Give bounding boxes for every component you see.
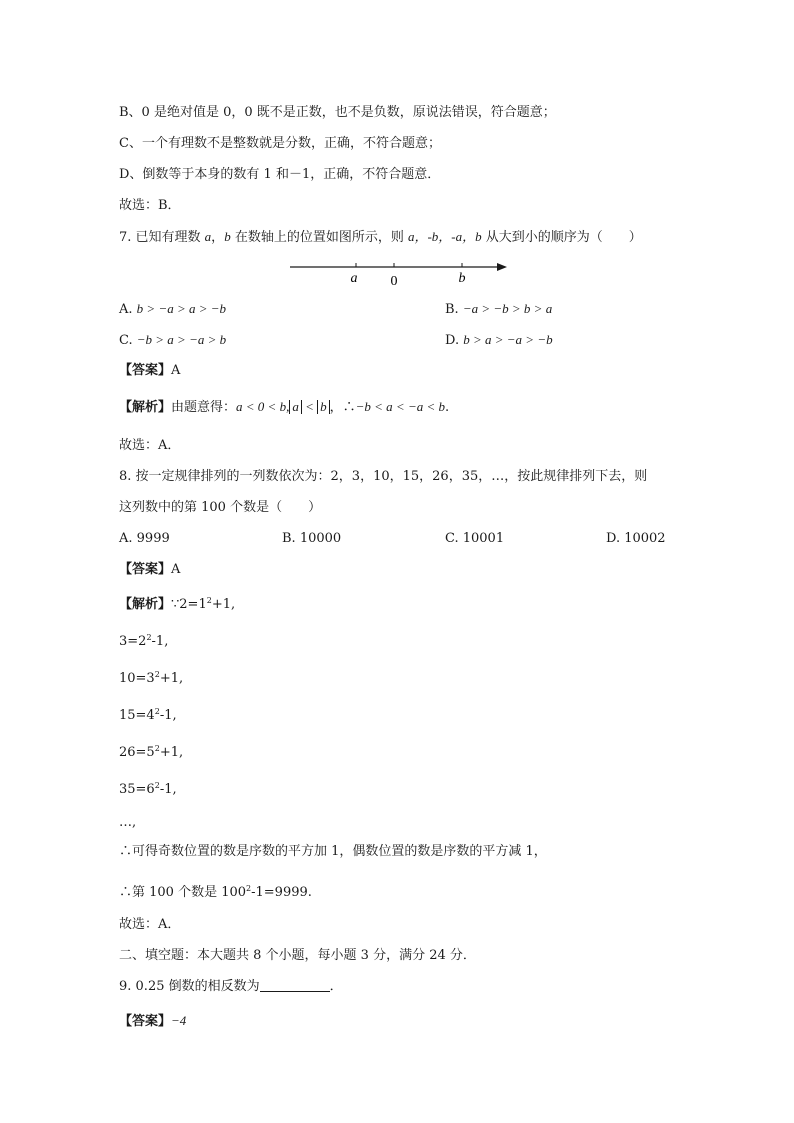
step-rhs: -1, (159, 782, 177, 797)
q7-analysis-sep: ，∴ (329, 400, 356, 415)
q8-analysis-step-1 (119, 592, 235, 614)
q8-option-c: C. 10001 (445, 531, 505, 546)
q7-analysis-end: . (445, 400, 450, 415)
q8-analysis-step-3 (119, 666, 183, 688)
q7-option-d-expr: b > a > −a > −b (463, 332, 553, 347)
step-lhs: 26=5 (119, 745, 155, 760)
step-exp: 2 (154, 781, 160, 790)
q7-number-line (285, 258, 515, 292)
q7-final-choice: 故选：A． (119, 438, 181, 453)
q7-stem-list: a，-b，-a，b (407, 229, 482, 244)
step-rhs: +1, (159, 745, 184, 760)
q7-analysis-expr1: a < 0 < b, (236, 399, 290, 414)
q8-answer-tag: 【答案】 (119, 562, 172, 577)
q7-analysis-abs-a: a (289, 400, 302, 414)
step-exp: 2 (154, 670, 160, 679)
step-exp: 2 (146, 633, 152, 642)
q7-option-d-label: D. (445, 333, 460, 348)
q8-final-choice: 故选：A． (119, 917, 181, 932)
q8-option-d: D. 10002 (606, 531, 666, 546)
label-b: b (458, 271, 466, 286)
conclusion-exp: 2 (246, 884, 252, 893)
label-zero: 0 (390, 274, 398, 289)
q7-answer (119, 362, 180, 380)
q7-option-c-label: C. (119, 333, 133, 348)
step-lhs: 3=2 (119, 634, 147, 649)
q9-answer (119, 1012, 186, 1031)
number-line-arrow (497, 263, 507, 271)
section-2-heading: 二、填空题：本大题共 8 个小题，每小题 3 分，满分 24 分． (119, 948, 476, 963)
q8-conclusion-1: ∴可得奇数位置的数是序数的平方加 1，偶数位置的数是序数的平方减 1， (119, 844, 547, 859)
step-exp: 2 (154, 744, 160, 753)
q7-analysis-prefix: 由题意得： (171, 400, 237, 415)
q9-answer-value: −4 (171, 1013, 187, 1028)
q8-analysis-step-6 (119, 777, 177, 799)
q6-option-d-analysis: D、倒数等于本身的数有 1 和－1，正确，不符合题意． (119, 167, 441, 182)
q7-option-b-label: B. (445, 302, 459, 317)
q9-answer-tag: 【答案】 (119, 1014, 172, 1029)
step-lhs: 15=4 (119, 708, 155, 723)
q7-option-a (119, 300, 226, 319)
q8-analysis-step-4 (119, 703, 177, 725)
q7-analysis-abs-b: b (317, 400, 330, 414)
q7-analysis-lt: < (301, 399, 318, 414)
step-rhs: -1, (159, 708, 177, 723)
q8-analysis-tag: 【解析】 (119, 597, 172, 612)
q9-stem-text: 9. 0.25 倒数的相反数为 (119, 979, 260, 994)
q7-option-c (119, 331, 226, 350)
q8-analysis-step-5 (119, 740, 183, 762)
q7-option-c-expr: −b > a > −a > b (136, 332, 227, 347)
step-lhs: ∵2=1 (171, 597, 207, 612)
q8-stem-line2: 这列数中的第 100 个数是（ ） (119, 500, 322, 515)
q9-stem (119, 978, 343, 996)
q9-stem-end: ． (329, 979, 343, 994)
q7-stem (119, 228, 642, 247)
step-exp: 2 (206, 596, 212, 605)
q6-final-choice: 故选：B． (119, 198, 181, 213)
q7-stem-b: b (224, 229, 231, 244)
q7-option-a-label: A. (119, 302, 133, 317)
q6-option-b-analysis: B、0 是绝对值是 0，0 既不是正数，也不是负数，原说法错误，符合题意； (119, 105, 556, 120)
q7-answer-tag: 【答案】 (119, 363, 172, 378)
conclusion-prefix: ∴第 100 个数是 100 (119, 885, 247, 900)
q8-conclusion-2 (119, 880, 312, 902)
q8-analysis-step-2 (119, 629, 168, 651)
q8-option-b: B. 10000 (282, 531, 342, 546)
q7-option-a-expr: b > −a > a > −b (136, 301, 227, 316)
step-rhs: +1, (159, 671, 184, 686)
q7-analysis-expr2: −b < a < −a < b (355, 399, 445, 414)
q8-answer-value: A (171, 562, 181, 577)
q7-stem-sep: ， (211, 230, 225, 245)
q7-stem-mid: 在数轴上的位置如图所示，则 (230, 230, 408, 245)
q7-analysis-tag: 【解析】 (119, 400, 172, 415)
q8-option-a: A. 9999 (119, 531, 170, 546)
q8-analysis-ellipsis: …, (119, 815, 137, 830)
step-rhs: +1, (211, 597, 236, 612)
q7-option-d (445, 331, 553, 350)
step-lhs: 35=6 (119, 782, 155, 797)
step-rhs: -1, (151, 634, 169, 649)
q7-answer-value: A (171, 363, 181, 378)
q7-option-b-expr: −a > −b > b > a (462, 301, 553, 316)
step-lhs: 10=3 (119, 671, 155, 686)
q9-answer-blank (260, 978, 330, 992)
label-a: a (350, 271, 358, 286)
q8-stem-line1: 8. 按一定规律排列的一列数依次为：2，3，10，15，26，35，…，按此规律排列下去，则 (119, 469, 648, 484)
q7-analysis (119, 398, 449, 417)
q7-option-b (445, 300, 552, 319)
q7-stem-prefix: 7. 已知有理数 (119, 230, 205, 245)
q8-answer (119, 561, 180, 579)
q7-stem-a: a (204, 229, 212, 244)
q6-option-c-analysis: C、一个有理数不是整数就是分数，正确，不符合题意； (119, 136, 441, 151)
q7-stem-suffix: 从大到小的顺序为（ ） (481, 230, 642, 245)
conclusion-suffix: -1=9999. (251, 885, 312, 900)
step-exp: 2 (154, 707, 160, 716)
